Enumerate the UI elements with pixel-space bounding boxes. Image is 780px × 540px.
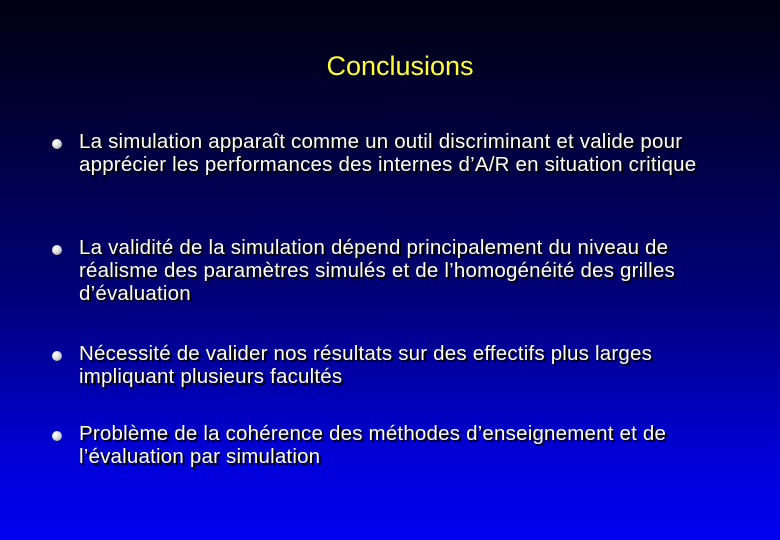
bullet-dot-icon	[52, 351, 62, 361]
bullet-text: Problème de la cohérence des méthodes d’enseignement et de l’évaluation par simulation	[79, 422, 667, 468]
bullet-text: La validité de la simulation dépend principalement du niveau de réalisme des paramètres simulés et de l’homogénéité des grilles d’évaluation	[79, 236, 675, 305]
slide-title: Conclusions	[326, 51, 474, 81]
bullet-text: La simulation apparaît comme un outil discriminant et valide pour apprécier les performances des internes d’A/R en situation critique	[79, 130, 697, 176]
bullet-text: Nécessité de valider nos résultats sur des effectifs plus larges impliquant plusieurs facultés	[79, 342, 653, 388]
bullet-dot-icon	[52, 245, 62, 255]
bullet-dot-icon	[52, 139, 62, 149]
bullet-dot-icon	[52, 431, 62, 441]
